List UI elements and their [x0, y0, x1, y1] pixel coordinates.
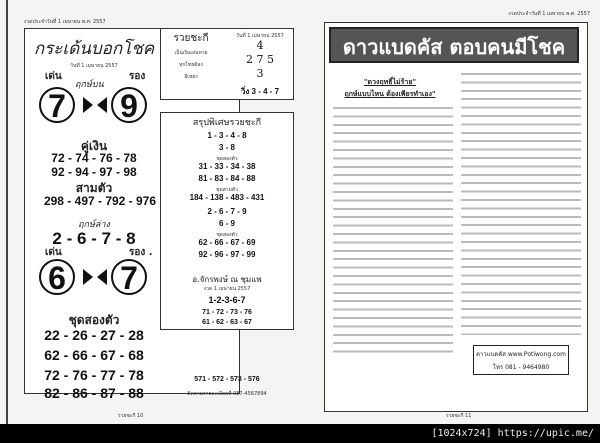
lead-number: 7: [39, 87, 75, 123]
arrow-right-icon: [83, 269, 93, 285]
author-row: 571 - 572 - 573 - 576: [194, 376, 260, 383]
ruaysari-title: รวยชะกี: [173, 33, 209, 44]
box-date: วันที่ 1 เมษายน 2557: [70, 63, 118, 69]
arrow-left-icon: [97, 97, 107, 113]
pair-label: คู่เงิน: [80, 139, 108, 153]
lead-number: 6: [39, 259, 75, 295]
summary-sub: ชุดสองตัว: [216, 156, 238, 162]
grid-middle: 2 7 5: [246, 53, 274, 66]
right-page: [306, 0, 600, 424]
arrow-right-icon: [83, 97, 93, 113]
quote-title: "ดวงฤทธิ์ไม่ร้าย": [363, 78, 417, 86]
summary-sub: ชุดสองตัว: [216, 232, 238, 238]
set-label: ชุดสองตัว: [68, 313, 120, 327]
pair-row: 72 - 74 - 76 - 78: [51, 151, 137, 165]
summary-row: 6 - 9: [218, 219, 235, 228]
ruaysari-line: ทุกไทยต้อง: [179, 62, 203, 68]
grid-bottom: 3: [256, 67, 264, 80]
arrow-left-icon: [97, 269, 107, 285]
author-title: อ.จักรพงษ์ ณ ชุมแพ: [192, 275, 262, 284]
summary-box: [160, 112, 294, 330]
author-contact: ติดตามรายละเอียดที่ 087-4567894: [187, 391, 267, 397]
summary-row: 3 - 8: [218, 143, 235, 152]
author-date: งวด 1 เมษายน 2557: [203, 286, 251, 292]
page-header: งวดประจำวันที่ 1 เมษายน พ.ศ. 2557: [24, 19, 106, 25]
grid-date: วันที่ 1 เมษายน 2557: [236, 33, 284, 39]
summary-row: 184 - 138 - 483 - 431: [189, 193, 265, 202]
second-number: 7: [111, 259, 147, 295]
lead-label: เด่น: [45, 71, 62, 82]
summary-row: 62 - 66 - 67 - 69: [198, 238, 256, 247]
page-number: รวยชะกี 11: [446, 413, 472, 419]
upper-label: ฤกษ์บน: [75, 80, 104, 90]
page-header: งวดประจำวันที่ 1 เมษายน พ.ศ. 2557: [508, 11, 590, 17]
author-digits: 1-2-3-6-7: [208, 295, 246, 305]
article-banner: ดาวแบดคัส ตอบคนมีโชค: [329, 27, 579, 63]
website-link[interactable]: ดาวแบดคัส www.Potiwong.com: [476, 351, 566, 358]
set-row: 82 - 86 - 87 - 88: [44, 385, 144, 401]
grid-top: 4: [256, 39, 264, 52]
contact-box: [473, 345, 569, 375]
watermark: [1024x724] https://upic.me/: [0, 424, 600, 443]
article-text-right: [461, 69, 581, 335]
author-row: 71 - 72 - 73 - 76: [202, 309, 252, 316]
article-box: [324, 22, 588, 412]
quote-subtitle: ฤกษ์แบบไหน ต้องเพียรทำเอง": [344, 90, 436, 98]
second-label: รอง: [129, 71, 146, 82]
summary-title: สรุปพิเศษรวยชะกี: [192, 118, 262, 128]
lower-label: ฤกษ์ล่าง: [78, 220, 110, 230]
summary-row: 92 - 96 - 97 - 99: [198, 250, 256, 259]
second-number: 9: [111, 87, 147, 123]
run-digits: วิ่ง 3 - 4 - 7: [240, 87, 280, 96]
box-title: กระเด้นบอกโชค: [33, 39, 155, 59]
pair-row: 92 - 94 - 97 - 98: [51, 165, 137, 179]
summary-row: 2 - 6 - 7 - 9: [207, 207, 247, 216]
lead-label: เด่น: [45, 247, 62, 258]
phone-number: โทร 081 - 9464980: [492, 364, 550, 371]
article-text-left: [333, 103, 453, 353]
ruaysari-line: อีเหย่ง: [184, 74, 198, 80]
set-row: 62 - 66 - 67 - 68: [44, 347, 144, 363]
summary-row: 81 - 83 - 84 - 88: [198, 174, 256, 183]
page-number: รวยชะกี 10: [118, 413, 144, 419]
set-row: 22 - 26 - 27 - 28: [44, 327, 144, 343]
summary-sub: ชุดสามตัว: [216, 187, 238, 193]
ruaysari-line: เป็นเงินเล่นหวย: [174, 50, 208, 56]
author-row: 61 - 62 - 63 - 67: [202, 319, 252, 326]
three-row: 298 - 497 - 792 - 976: [43, 194, 157, 208]
summary-row: 31 - 33 - 34 - 38: [198, 162, 256, 171]
ruaysari-box: [160, 28, 294, 100]
set-row: 72 - 76 - 77 - 78: [44, 367, 144, 383]
lower-digits: 2 - 6 - 7 - 8: [52, 229, 136, 248]
summary-row: 1 - 3 - 4 - 8: [207, 131, 247, 140]
three-label: สามตัว: [75, 181, 113, 195]
second-label: รอง .: [129, 247, 153, 258]
